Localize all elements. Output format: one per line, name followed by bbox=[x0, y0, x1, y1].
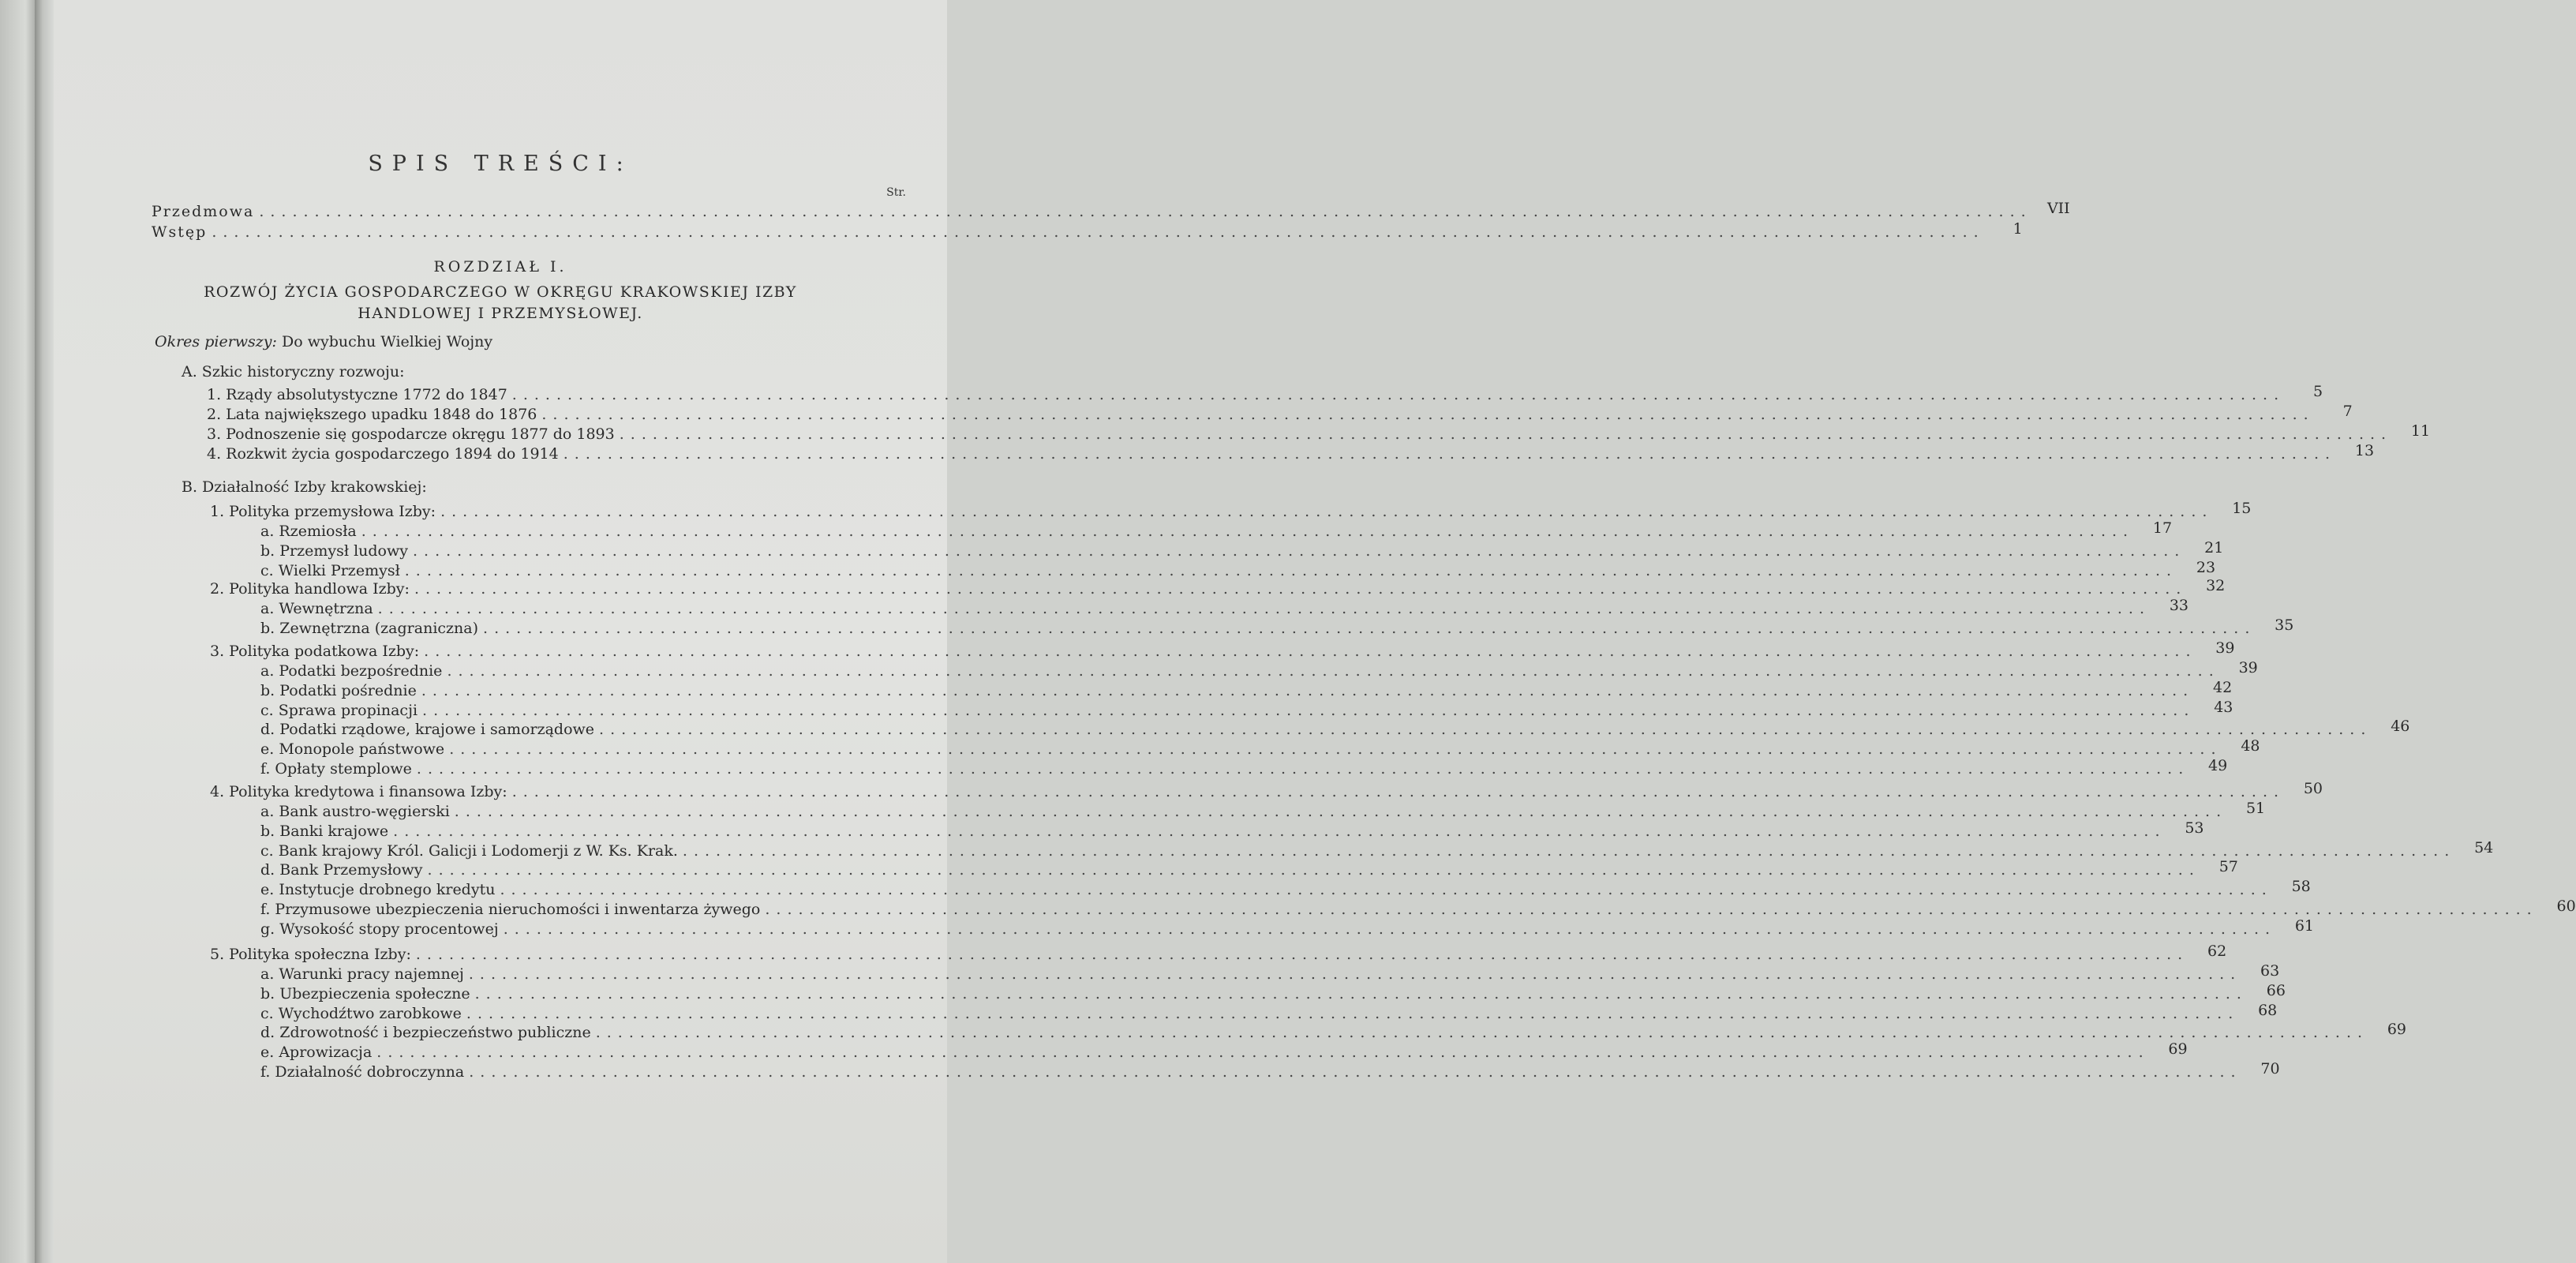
leader-dots: ................................................................................................................................................................ bbox=[454, 803, 2228, 820]
toc-group-entry bbox=[210, 500, 2252, 521]
toc-subentry bbox=[260, 558, 2216, 580]
period-label: Okres pierwszy: bbox=[155, 333, 277, 350]
section-b-heading: B. Działalność Izby krakowskiej: bbox=[182, 478, 427, 496]
leader-dots: ................................................................................................................................................................ bbox=[483, 619, 2256, 637]
toc-entry-page: 5 bbox=[2313, 383, 2323, 400]
toc-entry-page: 63 bbox=[2260, 962, 2280, 980]
leader-dots: ................................................................................................................................................................ bbox=[416, 760, 2190, 778]
toc-subentry bbox=[260, 1040, 2188, 1062]
toc-entry-introduction bbox=[152, 220, 2023, 242]
leader-dots: ................................................................................................................................................................ bbox=[511, 783, 2286, 800]
toc-subentry bbox=[260, 1021, 2407, 1042]
toc-entry-label: b. Ubezpieczenia społeczne bbox=[260, 984, 470, 1003]
leader-dots: ................................................................................................................................................................ bbox=[440, 503, 2214, 520]
toc-entry-page: 60 bbox=[2556, 898, 2576, 915]
toc-group-entry bbox=[210, 780, 2323, 801]
toc-entry-label: 4. Rozkwit życia gospodarczego 1894 do 1914 bbox=[207, 445, 559, 463]
toc-subentry bbox=[260, 819, 2204, 841]
toc-entry-page: 62 bbox=[2207, 943, 2227, 960]
toc-group-entry bbox=[210, 943, 2227, 964]
chapter-label: ROZDZIAŁ I. bbox=[433, 258, 567, 275]
leader-dots: ................................................................................................................................................................ bbox=[468, 965, 2242, 983]
period-text: Do wybuchu Wielkiej Wojny bbox=[281, 333, 493, 350]
toc-subentry bbox=[260, 718, 2410, 739]
toc-entry-page: 32 bbox=[2206, 577, 2226, 594]
leader-dots: ................................................................................................................................................................ bbox=[361, 523, 2135, 540]
toc-entry-page: 39 bbox=[2215, 639, 2235, 657]
toc-entry-label: b. Przemysł ludowy bbox=[260, 542, 408, 560]
book-page bbox=[54, 0, 2576, 1263]
toc-entry-label: a. Podatki bezpośrednie bbox=[260, 662, 443, 680]
toc-entry-page: 69 bbox=[2168, 1040, 2188, 1059]
toc-subentry bbox=[260, 1060, 2280, 1081]
leader-dots: ................................................................................................................................................................ bbox=[619, 425, 2393, 443]
toc-entry-page: VII bbox=[2046, 200, 2070, 217]
toc-entry-page: 13 bbox=[2354, 442, 2375, 459]
toc-entry bbox=[207, 422, 2431, 444]
toc-group-entry bbox=[210, 577, 2226, 598]
toc-entry-label: Przedmowa bbox=[152, 203, 255, 220]
leader-dots: ................................................................................................................................................................ bbox=[404, 561, 2178, 579]
leader-dots: ................................................................................................................................................................ bbox=[563, 445, 2337, 463]
page-title: SPIS TREŚCI: bbox=[368, 152, 633, 176]
toc-entry-page: 46 bbox=[2391, 718, 2410, 736]
toc-subentry bbox=[260, 659, 2258, 680]
toc-entry-label: Wstęp bbox=[152, 223, 208, 241]
leader-dots: ................................................................................................................................................................ bbox=[422, 701, 2196, 719]
leader-dots: ................................................................................................................................................................ bbox=[599, 721, 2372, 739]
toc-entry-label: d. Bank Przemysłowy bbox=[260, 861, 423, 879]
leader-dots: ................................................................................................................................................................ bbox=[377, 600, 2151, 617]
book-gutter bbox=[35, 0, 55, 1263]
toc-entry-page: 23 bbox=[2196, 558, 2216, 576]
toc-entry-page: 58 bbox=[2291, 878, 2311, 896]
leader-dots: ................................................................................................................................................................ bbox=[393, 822, 2166, 840]
toc-entry bbox=[207, 403, 2353, 424]
leader-dots: ................................................................................................................................................................ bbox=[466, 1004, 2240, 1022]
toc-entry-page: 35 bbox=[2275, 616, 2294, 634]
page-column-label: Str. bbox=[886, 186, 906, 199]
toc-entry-label: b. Banki krajowe bbox=[260, 822, 389, 840]
toc-entry-label: a. Bank austro-węgierski bbox=[260, 803, 450, 820]
chapter-title-line: ROZWÓJ ŻYCIA GOSPODARCZEGO W OKRĘGU KRAKOWSKIEJ IZBY bbox=[204, 283, 797, 301]
toc-subentry bbox=[260, 757, 2228, 778]
toc-entry-page: 57 bbox=[2218, 858, 2238, 876]
leader-dots: ................................................................................................................................................................ bbox=[415, 946, 2189, 963]
toc-subentry bbox=[260, 800, 2266, 821]
leader-dots: ................................................................................................................................................................ bbox=[541, 406, 2315, 423]
chapter-title bbox=[54, 282, 947, 324]
leader-dots: ................................................................................................................................................................ bbox=[212, 223, 1985, 241]
toc-entry-label: 1. Rządy absolutystyczne 1772 do 1847 bbox=[207, 386, 507, 403]
leader-dots: ................................................................................................................................................................ bbox=[449, 740, 2222, 759]
period-heading bbox=[155, 333, 492, 350]
toc-entry-label: a. Wewnętrzna bbox=[260, 600, 373, 617]
toc-subentry bbox=[260, 538, 2224, 560]
toc-subentry bbox=[260, 916, 2315, 939]
toc-subentry bbox=[260, 698, 2233, 720]
toc-entry-page: 39 bbox=[2238, 659, 2258, 676]
toc-entry-page: 70 bbox=[2260, 1060, 2280, 1077]
toc-subentry bbox=[260, 962, 2280, 984]
leader-dots: ................................................................................................................................................................ bbox=[414, 580, 2188, 598]
toc-entry-label: d. Zdrowotność i bezpieczeństwo publiczne bbox=[260, 1024, 591, 1042]
toc-entry-label: e. Instytucje drobnego kredytu bbox=[260, 881, 496, 899]
toc-entry-label: 3. Podnoszenie się gospodarcze okręgu 1877 do 1893 bbox=[207, 425, 615, 443]
toc-entry-page: 66 bbox=[2266, 981, 2286, 999]
toc-entry-page: 43 bbox=[2214, 698, 2233, 716]
toc-subentry bbox=[260, 678, 2233, 700]
toc-entry-label: f. Przymusowe ubezpieczenia nieruchomości i inwentarza żywego bbox=[260, 901, 761, 918]
toc-entry-label: 1. Polityka przemysłowa Izby: bbox=[210, 503, 436, 520]
leader-dots: ................................................................................................................................................................ bbox=[424, 643, 2197, 660]
toc-entry-label: e. Aprowizacja bbox=[260, 1044, 373, 1062]
toc-entry-page: 33 bbox=[2169, 597, 2188, 614]
leader-dots: ................................................................................................................................................................ bbox=[765, 901, 2538, 918]
leader-dots: ................................................................................................................................................................ bbox=[595, 1024, 2369, 1042]
toc-entry-label: c. Wielki Przemysł bbox=[260, 561, 400, 579]
toc-entry-page: 11 bbox=[2410, 422, 2431, 440]
chapter-title-line: HANDLOWEJ I PRZEMYSŁOWEJ. bbox=[358, 305, 643, 322]
toc-entry-page: 48 bbox=[2241, 737, 2260, 755]
leader-dots: ................................................................................................................................................................ bbox=[412, 542, 2186, 560]
toc-subentry bbox=[260, 616, 2294, 638]
leader-dots: ................................................................................................................................................................ bbox=[427, 861, 2200, 879]
toc-entry-page: 7 bbox=[2342, 403, 2353, 420]
leader-dots: ................................................................................................................................................................ bbox=[259, 203, 2032, 220]
leader-dots: ................................................................................................................................................................ bbox=[469, 1063, 2242, 1081]
previous-page-edge bbox=[0, 0, 36, 1263]
toc-entry bbox=[207, 383, 2323, 404]
leader-dots: ................................................................................................................................................................ bbox=[447, 662, 2220, 680]
toc-subentry bbox=[260, 838, 2494, 860]
section-a-heading: A. Szkic historyczny rozwoju: bbox=[182, 363, 405, 380]
toc-entry-preface bbox=[152, 200, 2070, 221]
toc-entry-page: 68 bbox=[2258, 1001, 2278, 1019]
leader-dots: ................................................................................................................................................................ bbox=[376, 1044, 2150, 1062]
toc-entry-page: 49 bbox=[2208, 757, 2228, 774]
toc-entry-label: c. Sprawa propinacji bbox=[260, 701, 418, 719]
toc-entry bbox=[207, 442, 2375, 463]
toc-entry-page: 51 bbox=[2245, 800, 2266, 817]
toc-entry-label: c. Bank krajowy Król. Galicji i Lodomerji z W. Ks. Krak. bbox=[260, 841, 678, 860]
toc-subentry bbox=[260, 981, 2286, 1003]
toc-entry-label: b. Zewnętrzna (zagraniczna) bbox=[260, 619, 479, 637]
toc-entry-label: f. Działalność dobroczynna bbox=[260, 1063, 465, 1081]
leader-dots: ................................................................................................................................................................ bbox=[474, 984, 2248, 1003]
toc-entry-label: c. Wychodźtwo zarobkowe bbox=[260, 1004, 462, 1022]
toc-entry-label: a. Rzemiosła bbox=[260, 523, 357, 540]
toc-subentry bbox=[260, 597, 2188, 618]
toc-entry-label: 2. Lata największego upadku 1848 do 1876 bbox=[207, 406, 537, 423]
table-of-contents bbox=[54, 0, 2576, 1263]
toc-entry-page: 61 bbox=[2294, 916, 2315, 935]
toc-entry-page: 17 bbox=[2152, 519, 2173, 537]
leader-dots: ................................................................................................................................................................ bbox=[421, 681, 2195, 699]
toc-entry-label: a. Warunki pracy najemnej bbox=[260, 965, 464, 983]
toc-entry-page: 15 bbox=[2232, 500, 2252, 517]
toc-entry-label: e. Monopole państwowe bbox=[260, 740, 445, 759]
toc-entry-label: f. Opłaty stemplowe bbox=[260, 760, 412, 778]
leader-dots: ................................................................................................................................................................ bbox=[682, 841, 2456, 860]
toc-entry-label: g. Wysokość stopy procentowej bbox=[260, 920, 499, 938]
toc-entry-label: d. Podatki rządowe, krajowe i samorządowe bbox=[260, 721, 595, 739]
toc-entry-page: 50 bbox=[2303, 780, 2323, 797]
toc-subentry bbox=[260, 898, 2576, 919]
toc-subentry bbox=[260, 878, 2311, 899]
toc-entry-label: b. Podatki pośrednie bbox=[260, 681, 417, 699]
toc-group-entry bbox=[210, 639, 2235, 661]
toc-subentry bbox=[260, 858, 2238, 879]
leader-dots: ................................................................................................................................................................ bbox=[503, 920, 2277, 938]
toc-entry-page: 42 bbox=[2213, 678, 2233, 696]
toc-entry-page: 1 bbox=[2012, 220, 2023, 238]
toc-entry-label: 3. Polityka podatkowa Izby: bbox=[210, 643, 420, 660]
toc-subentry bbox=[260, 1001, 2278, 1023]
toc-subentry bbox=[260, 519, 2173, 541]
leader-dots: ................................................................................................................................................................ bbox=[511, 386, 2286, 403]
toc-entry-page: 69 bbox=[2387, 1021, 2407, 1039]
leader-dots: ................................................................................................................................................................ bbox=[500, 881, 2273, 899]
toc-entry-page: 21 bbox=[2204, 538, 2224, 557]
toc-entry-page: 54 bbox=[2474, 838, 2494, 856]
toc-subentry bbox=[260, 737, 2260, 759]
toc-entry-label: 2. Polityka handlowa Izby: bbox=[210, 580, 410, 598]
toc-entry-page: 53 bbox=[2185, 819, 2204, 837]
toc-entry-label: 4. Polityka kredytowa i finansowa Izby: bbox=[210, 783, 507, 800]
toc-entry-label: 5. Polityka społeczna Izby: bbox=[210, 946, 411, 963]
